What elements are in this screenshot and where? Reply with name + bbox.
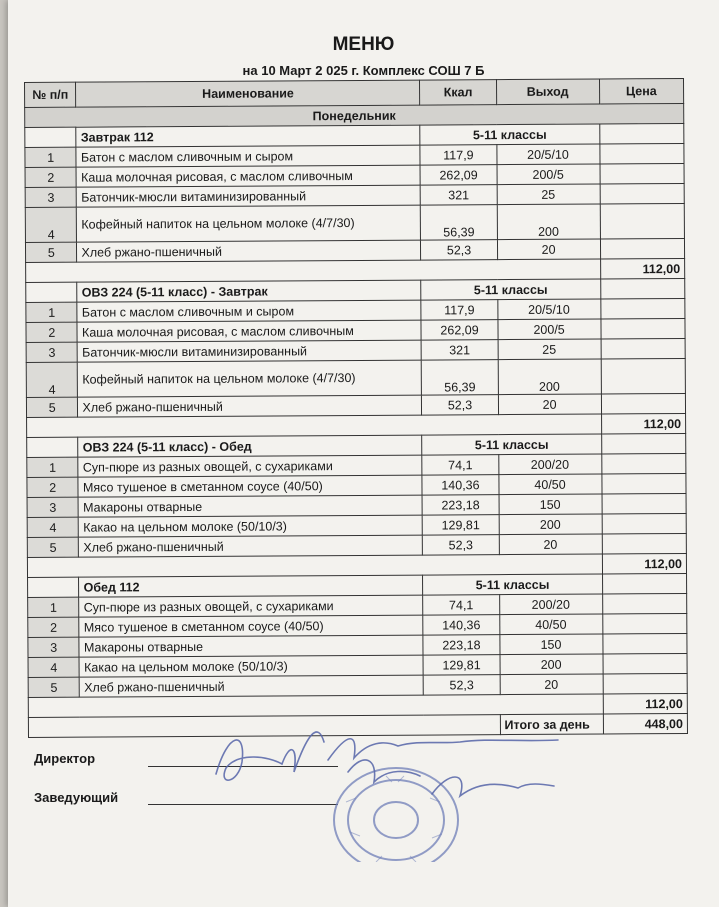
- header-num: № п/п: [25, 82, 77, 107]
- row-number: 3: [28, 637, 80, 657]
- dish-kcal: 52,3: [424, 675, 500, 695]
- dish-price: [600, 298, 685, 319]
- section-title: ОВЗ 224 (5-11 класс) - Завтрак: [77, 280, 421, 302]
- dish-kcal: 262,09: [420, 165, 496, 185]
- dish-name: Суп-пюре из разных овощей, с сухариками: [78, 455, 422, 477]
- dish-price: [600, 163, 685, 184]
- section-spacer: [27, 437, 79, 457]
- dish-price: [601, 318, 686, 339]
- dish-kcal: 321: [421, 185, 497, 205]
- dish-kcal: 52,3: [423, 535, 499, 555]
- dish-kcal: 129,81: [423, 515, 499, 535]
- dish-kcal: 262,09: [421, 320, 497, 340]
- dish-price: [602, 633, 687, 654]
- dish-output: 200: [497, 204, 600, 240]
- dish-name: Мясо тушеное в сметанном соусе (40/50): [79, 615, 423, 637]
- header-output: Выход: [496, 79, 599, 105]
- dish-name: Батончик-мюсли витаминизированный: [77, 185, 421, 207]
- section-price-empty: [600, 278, 685, 299]
- row-number: 3: [25, 187, 77, 207]
- dish-output: 200/5: [498, 319, 601, 340]
- section-price-empty: [602, 573, 687, 594]
- section-spacer: [25, 127, 77, 147]
- dish-name: Мясо тушеное в сметанном соусе (40/50): [78, 475, 422, 497]
- dish-output: 20/5/10: [496, 144, 599, 165]
- manager-label: Заведующий: [34, 790, 119, 805]
- dish-output: 200: [499, 514, 602, 535]
- dish-output: 200/20: [498, 454, 601, 475]
- day-total-label: Итого за день: [500, 714, 603, 735]
- table-row: [25, 203, 684, 242]
- header-name: Наименование: [76, 80, 420, 107]
- dish-price: [600, 203, 685, 239]
- dish-output: 20: [498, 394, 601, 415]
- row-number: 4: [28, 657, 80, 677]
- section-classes: 5-11 классы: [422, 434, 601, 455]
- row-number: 3: [26, 342, 78, 362]
- section-total: 112,00: [600, 258, 685, 279]
- row-number: 4: [27, 517, 79, 537]
- row-number: 5: [25, 242, 77, 262]
- menu-sheet: [8, 0, 719, 907]
- dish-name: Каша молочная рисовая, с маслом сливочным: [77, 320, 421, 342]
- section-classes: 5-11 классы: [423, 574, 602, 595]
- section-total: 112,00: [601, 413, 686, 434]
- header-kcal: Ккал: [420, 80, 496, 105]
- dish-output: 40/50: [498, 474, 601, 495]
- page-title: МЕНЮ: [332, 34, 395, 55]
- menu-body: [25, 103, 688, 737]
- dish-output: 200: [498, 359, 601, 395]
- dish-kcal: 56,39: [422, 360, 498, 395]
- section-spacer: [26, 282, 78, 302]
- dish-name: Батончик-мюсли витаминизированный: [78, 340, 422, 362]
- dish-price: [602, 493, 687, 514]
- dish-name: Кофейный напиток на цельном молоке (4/7/30): [77, 205, 421, 242]
- section-title: ОВЗ 224 (5-11 класс) - Обед: [78, 435, 422, 457]
- dish-name: Какао на цельном молоке (50/10/3): [79, 515, 423, 537]
- dish-output: 150: [499, 634, 602, 655]
- dish-kcal: 117,9: [420, 145, 496, 165]
- dish-output: 20: [497, 239, 600, 260]
- dish-name: Макароны отварные: [79, 635, 423, 657]
- dish-name: Хлеб ржано-пшеничный: [80, 675, 424, 697]
- dish-name: Суп-пюре из разных овощей, с сухариками: [79, 595, 423, 617]
- dish-name: Хлеб ржано-пшеничный: [77, 240, 421, 262]
- section-classes: 5-11 классы: [421, 279, 600, 300]
- row-number: 4: [25, 207, 77, 242]
- dish-output: 200/20: [499, 594, 602, 615]
- dish-price: [602, 593, 687, 614]
- dish-price: [601, 453, 686, 474]
- table-row: [26, 358, 685, 397]
- dish-kcal: 140,36: [422, 475, 498, 495]
- dish-name: Батон с маслом сливочным и сыром: [77, 300, 421, 322]
- dish-output: 20/5/10: [497, 299, 600, 320]
- dish-price: [603, 673, 688, 694]
- header-price: Цена: [599, 78, 684, 104]
- row-number: 1: [26, 302, 78, 322]
- dish-kcal: 52,3: [422, 395, 498, 415]
- dish-name: Макароны отварные: [79, 495, 423, 517]
- section-title: Обед 112: [79, 575, 423, 597]
- row-number: 1: [25, 147, 77, 167]
- row-number: 2: [27, 477, 79, 497]
- menu-table: [24, 78, 688, 738]
- dish-kcal: 129,81: [423, 655, 499, 675]
- dish-kcal: 321: [421, 340, 497, 360]
- dish-price: [600, 238, 685, 259]
- dish-kcal: 223,18: [423, 635, 499, 655]
- section-total: 112,00: [603, 693, 688, 714]
- dish-price: [602, 533, 687, 554]
- dish-price: [603, 653, 688, 674]
- dish-price: [601, 473, 686, 494]
- row-number: 1: [27, 457, 79, 477]
- section-price-empty: [599, 123, 684, 144]
- dish-kcal: 74,1: [422, 455, 498, 475]
- dish-output: 200: [500, 654, 603, 675]
- dish-price: [600, 183, 685, 204]
- row-number: 5: [28, 677, 80, 697]
- section-classes: 5-11 классы: [420, 124, 599, 145]
- dish-price: [602, 613, 687, 634]
- dish-name: Кофейный напиток на цельном молоке (4/7/30): [78, 360, 422, 397]
- dish-output: 25: [498, 339, 601, 360]
- row-number: 5: [26, 397, 78, 417]
- section-title: Завтрак 112: [76, 125, 420, 147]
- day-label: Понедельник: [25, 103, 684, 127]
- dish-name: Каша молочная рисовая, с маслом сливочным: [77, 165, 421, 187]
- handwritten-signatures: [198, 712, 578, 822]
- dish-name: Хлеб ржано-пшеничный: [79, 535, 423, 557]
- dish-output: 200/5: [497, 164, 600, 185]
- dish-output: 40/50: [499, 614, 602, 635]
- row-number: 2: [25, 167, 77, 187]
- dish-name: Какао на цельном молоке (50/10/3): [79, 655, 423, 677]
- dish-price: [599, 143, 684, 164]
- section-spacer: [28, 577, 80, 597]
- dish-output: 20: [500, 674, 603, 695]
- row-number: 2: [28, 617, 80, 637]
- director-label: Директор: [34, 751, 96, 766]
- page-subtitle: на 10 Март 2 025 г. Комплекс СОШ 7 Б: [242, 63, 485, 78]
- section-total: 112,00: [602, 553, 687, 574]
- dish-price: [601, 358, 686, 394]
- dish-kcal: 74,1: [423, 595, 499, 615]
- dish-price: [602, 513, 687, 534]
- dish-output: 150: [499, 494, 602, 515]
- dish-name: Батон с маслом сливочным и сыром: [76, 145, 420, 167]
- dish-price: [601, 338, 686, 359]
- row-number: 5: [27, 537, 79, 557]
- dish-name: Хлеб ржано-пшеничный: [78, 395, 422, 417]
- row-number: 3: [27, 497, 79, 517]
- dish-price: [601, 393, 686, 414]
- day-total-value: 448,00: [603, 713, 688, 734]
- dish-kcal: 140,36: [423, 615, 499, 635]
- row-number: 1: [28, 597, 80, 617]
- dish-kcal: 223,18: [422, 495, 498, 515]
- section-price-empty: [601, 433, 686, 454]
- dish-kcal: 117,9: [421, 300, 497, 320]
- dish-output: 25: [497, 184, 600, 205]
- row-number: 2: [26, 322, 78, 342]
- dish-output: 20: [499, 534, 602, 555]
- row-number: 4: [26, 362, 78, 397]
- dish-kcal: 52,3: [421, 240, 497, 260]
- dish-kcal: 56,39: [421, 205, 497, 240]
